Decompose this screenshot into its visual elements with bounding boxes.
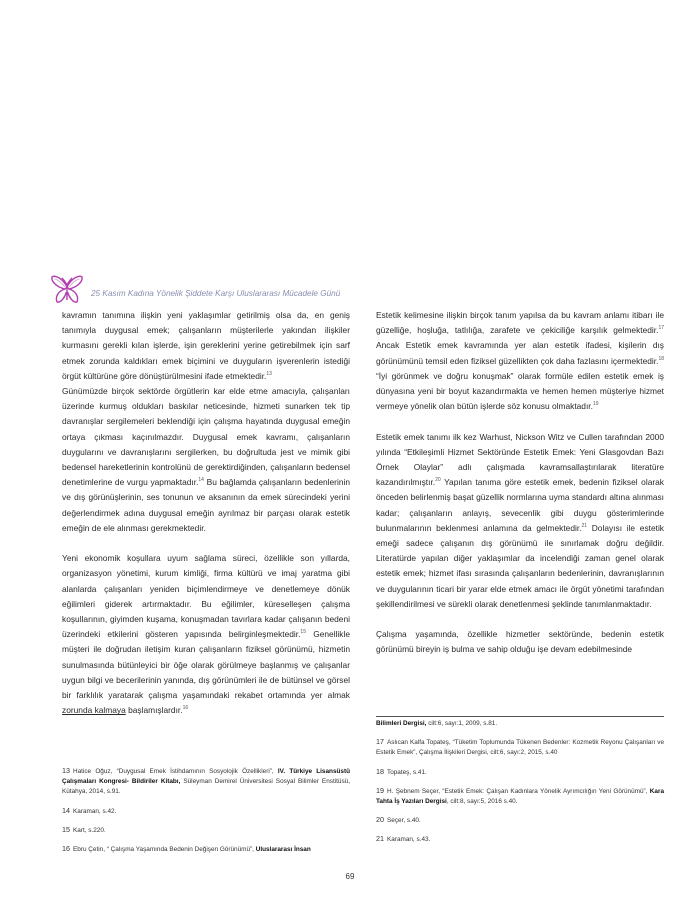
page-header (50, 273, 350, 305)
footnote-ref: 16 (182, 705, 189, 712)
footnote-number: 19 (376, 785, 384, 795)
left-paragraph-3: Yeni ekonomik koşullara uyum sağlama süreci, özellikle son yıllarda, organizasyon yönetimi, kurum kimliği, firma kültürü ve imaj yaratma gibi alanlarda çalışanları yeniden biçimlendirmeye ve denetlemeye dönük eğilimleri giderek artırmaktadır. Bu eğilimler, küreselleşen çalışma koşullarının, giyimden kuşama, konuşmadan tavırlara kadar çalışanın bedeni üzerindeki etkilerini gösteren yapısında belirginleşmektedir.$^{15}$ Genellikle müşteri ile doğrudan iletişim kuran çalışanların fiziksel görünümü, hizmetin sunulmasında bütünleyici bir öğe olarak görülmeye başlanmış ve çalışanlar uygun bilgi ve becerilerinin yanında, dış görünümleri ile de bütünsel ve görsel bir farklılık yaratarak çalışma yaşamındaki rekabet ortamında yer almak zorunda kalmaya başlamışlardır.$^{16}$ (62, 553, 350, 716)
right-paragraph-2: Estetik emek tanımı ilk kez Warhust, Nickson Witz ve Cullen tarafından 2000 yılında “Etkileşimli Hizmet Sektöründe Estetik Emek: Yeni Glasgovdan Bazı Örnek Olaylar” adlı çalışmada kavramsallaştırılarak literatüre kazandırılmıştır.$^{20}$ Yapılan tanıma göre estetik emek, bedenin fiziksel olarak önceden belirlenmiş başat güzellik normlarına uyma standardı altına alınması kadar; çalışanların anlayış, sevecenlik gibi duygu gösterimlerinde bulunmalarının beklenmesi anlamına da gelmektedir.$^{21}$ Dolayısı ile estetik emeği sadece çalışanın dış görünümü ile sınırlamak doğru değildir. Literatürde yapılan diğer yaklaşımlar da incelendiği zaman genel olarak estetik emek; hizmet ifası sırasında çalışanların bedenlerinin, davranışlarının ve duygularının ticari bir yarar elde etmek amacı ile örgüt yönetimi tarafından şekillendirilmesi ve sürekli olarak denetlenmesi şeklinde tanımlanmaktadır. (376, 431, 664, 609)
footnote: 15 Kart, s.220. (62, 824, 106, 834)
footnote-ref: 13 (266, 371, 272, 378)
footnote: 19 H. Şebnem Seçer, “Estetik Emek: Çalışan Kadınlara Yönelik Ayrımcılığın Yeni Görünümü”, Kara Tahta İş Yazıları Dergisi, cilt:8, sayı:5, 2016 s.40. (376, 785, 664, 806)
footnote-ref: 18 (658, 355, 664, 362)
footnote: 17 Aslıcan Kalfa Topateş, “Tüketim Toplumunda Tükenen Bedenler: Kozmetik Reyonu Çalışanları ve Estetik Emek”, Çalışma İlişkileri Dergisi, cilt:6, sayı:2, 2015, s.40 (376, 737, 664, 757)
page-number: 69 (345, 872, 355, 881)
footnote-ref: 17 (658, 325, 664, 332)
footnote: 13 Hatice Oğuz, “Duygusal Emek İstihdamının Sosyolojik Özellikleri”, IV. Türkiye Lisansüstü Çalışmaları Kongresi- Bildiriler Kitabı, Süleyman Demirel Üniversitesi Sosyal Bilimler Enstitüsü, Kütahya, 2014, s.91. (62, 766, 350, 796)
footnote-number: 18 (376, 766, 384, 776)
footnote: 21 Karaman, s.43. (376, 834, 431, 844)
footnote-number: 15 (62, 824, 70, 834)
footnote: 16 Ebru Çetin, “ Çalışma Yaşamında Bedenin Değişen Görünümü”, Uluslararası İnsan (62, 844, 311, 854)
footnote-ref: 14 (198, 477, 204, 484)
footnote-number: 17 (376, 737, 384, 747)
footnote-number: 20 (376, 815, 384, 825)
footnote-number: 13 (62, 766, 70, 775)
footnote-ref: 19 (592, 401, 599, 408)
left-column (62, 308, 350, 718)
footnote-number: 21 (376, 834, 384, 844)
footnote: 20 Seçer, s.40. (376, 815, 421, 825)
right-column (376, 308, 664, 658)
footnote: 14 Karaman, s.42. (62, 805, 117, 815)
footnote-ref: 21 (581, 523, 588, 530)
footnote-ref: 15 (300, 629, 306, 636)
footnote-number: 14 (62, 805, 70, 815)
footnotes-left (62, 766, 350, 863)
footnote: 18 Topateş, s.41. (376, 766, 427, 776)
butterfly-icon (50, 273, 84, 305)
underlined-text: zorunda kalmaya (62, 705, 126, 716)
right-paragraph-3: Çalışma yaşamında, özellikle hizmetler sektöründe, bedenin estetik görünümü bireyin iş bulma ve sahip olduğu işe devam edebilmesinde (376, 629, 664, 655)
footnotes-right (376, 716, 664, 854)
header-title: 25 Kasım Kadına Yönelik Şiddete Karşı Uluslararası Mücadele Günü (91, 289, 341, 298)
footnote-number: 16 (62, 844, 70, 854)
left-paragraph-1: kavramın tanımına ilişkin yeni yaklaşımlar getirilmiş olsa da, en geniş tanımıyla duygusal emek; çalışanların müşterilerle yakından ilişkiler kurmasını gerekli kılan işlerde, işin gereklerini yerine getirebilmek için sarf etmek zorunda kaldıkları emek biçimini ve duyguların işverenlerin istediği örgüt kültürüne göre dönüştürülmesini ifade etmektedir.$^{13}$ (62, 310, 350, 381)
right-paragraph-1: Estetik kelimesine ilişkin birçok tanım yapılsa da bu kavram anlamı itibarı ile güzelliğe, hoşluğa, tatlılığa, zarafete ve çekiciliğe karşılık gelmektedir.$^{17}$ Ancak Estetik emek kavramında yer alan estetik ifadesi, kişilerin dış görünümünü temsil eden fiziksel güzellikten çok daha fazlasını içermektedir.$^{18}$ “İyi görünmek ve doğru konuşmak” olarak formüle edilen estetik emek iş dünyasına yeni bir boyut kazandırmakta ve hemen hemen müşteriye hizmet vermeye yönelik olan bütün işlerde söz konusu olmaktadır.$^{19}$ (376, 310, 664, 412)
footnote-ref: 20 (435, 477, 441, 484)
footnote: Bilimleri Dergisi, cilt:6, sayı:1, 2009, s.81. (376, 720, 498, 727)
left-paragraph-2: Günümüzde birçok sektörde örgütlerin kar elde etme amacıyla, çalışanları üzerinde kurmuş oldukları baskılar neticesinde, hizmeti sunarken tek tip davranışlar sergilemeleri beklendiği için çalışma hayatında duygusal emeğin ortaya çıkması kaçınılmazdır. Duygusal emek kavramı, çalışanların duygularını ve davranışlarını sergilerken, bu doğrultuda jest ve mimik gibi bedensel hareketlerinin kontrolünü de gerektirdiğinden, çalışanların bedensel denetimlerine de vurgu yapmaktadır.$^{14}$ Bu bağlamda çalışanların bedenlerinin ve dış görünüşlerinin, ses tonunun ve aksanının da emek sürecindeki yerini değerlendirmek adına duygusal emeğin ayrılmaz bir parçası olarak estetik emeğin de ele alınması gerekmektedir. (62, 386, 350, 533)
